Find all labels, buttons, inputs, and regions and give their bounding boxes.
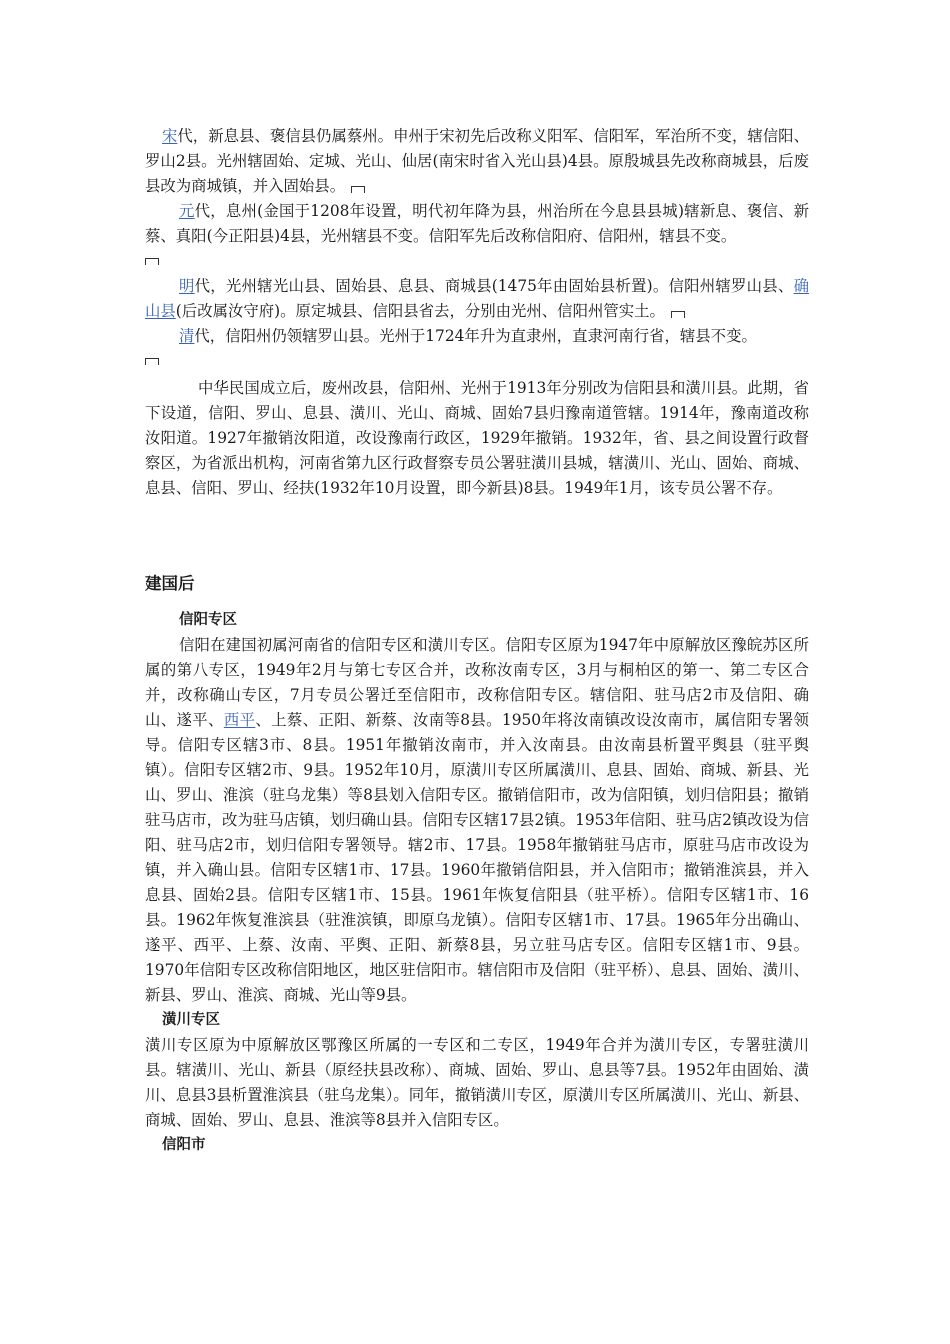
text-ming-2: (后改属汝守府)。原定城县、信阳县省去，分别由光州、信阳州管实土。: [175, 302, 665, 320]
paragraph-mark-icon: [351, 186, 365, 193]
link-yuan[interactable]: 元: [179, 202, 195, 220]
spacer: [145, 594, 809, 608]
paragraph-ming: [145, 274, 809, 324]
document-page: [145, 124, 809, 1158]
text-yuan: 代，息州(金国于1208年设置，明代初年降为县，州治所在今息县县城)辖新息、褒信、新蔡、真阳(今正阳县)4县，光州辖县不变。信阳军先后改称信阳府、信阳州，辖县不变。: [145, 202, 809, 245]
text-xinyang-1: 信阳在建国初属河南省的信阳专区和潢川专区。信阳专区原为1947年中原解放区豫皖苏区所属的第八专区，1949年2月与第七专区合并，改称汝南专区，3月与桐柏区的第一、第二专区合并，改称确山专区，7月专员公署迁至信阳市，改称信阳专区。辖信阳、驻马店2市及信阳、确山、遂平、: [145, 636, 809, 729]
paragraph-mark-icon: [145, 358, 159, 365]
link-queshan[interactable]: 确山县: [145, 277, 809, 320]
heading-huangchuan: 潢川专区: [162, 1012, 220, 1028]
paragraph-minguo: 中华民国成立后，废州改县，信阳州、光州于1913年分别改为信阳县和潢川县。此期，省下设道，信阳、罗山、息县、潢川、光山、商城、固始7县归豫南道管辖。1914年，豫南道改称汝阳道。1927年撤销汝阳道，改设豫南行政区，1929年撤销。1932年，省、县之间设置行政督察区，为省派出机构，河南省第九区行政督察专员公署驻潢川县城，辖潢川、光山、固始、商城、息县、信阳、罗山、经扶(1932年10月设置，即今新县)8县。1949年1月，该专员公署不存。: [145, 379, 809, 497]
text-qing: 代，信阳州仍领辖罗山县。光州于1724年升为直隶州，直隶河南行省，辖县不变。: [194, 327, 757, 345]
paragraph-song: [145, 124, 809, 199]
mark-line: [145, 349, 809, 374]
paragraph-mark-icon: [145, 258, 159, 265]
link-qing[interactable]: 清: [179, 327, 195, 345]
link-xiping[interactable]: 西平: [223, 711, 256, 729]
link-song[interactable]: 宋: [162, 127, 178, 145]
mark-line: [145, 249, 809, 274]
spacer: [145, 501, 809, 570]
paragraph-yuan: [145, 199, 809, 249]
text-ming-1: 代，光州辖光山县、固始县、息县、商城县(1475年由固始县析置)。信阳州辖罗山县、: [194, 277, 794, 295]
heading-xinyang-zhuanqu: 信阳专区: [179, 612, 237, 628]
heading-xinyang-shi: 信阳市: [162, 1137, 206, 1153]
paragraph-huangchuan: 潢川专区原为中原解放区鄂豫区所属的一专区和二专区，1949年合并为潢川专区，专署驻潢川县。辖潢川、光山、新县（原经扶县改称）、商城、固始、罗山、息县等7县。1952年由固始、潢川、息县3县析置淮滨县（驻乌龙集）。同年，撤销潢川专区，原潢川专区所属潢川、光山、新县、商城、固始、罗山、息县、淮滨等8县并入信阳专区。: [145, 1036, 809, 1129]
text-song: 代，新息县、褒信县仍属蔡州。申州于宋初先后改称义阳军、信阳军，军治所不变，辖信阳、罗山2县。光州辖固始、定城、光山、仙居(南宋时省入光山县)4县。原殷城县先改称商城县，后废县改为商城镇，并入固始县。: [145, 127, 809, 195]
text-xinyang-2: 、上蔡、正阳、新蔡、汝南等8县。1950年将汝南镇改设汝南市，属信阳专署领导。信阳专区辖3市、8县。1951年撤销汝南市，并入汝南县。由汝南县析置平舆县（驻平舆镇）。信阳专区辖2市、9县。1952年10月，原潢川专区所属潢川、息县、固始、商城、新县、光山、罗山、淮滨（驻乌龙集）等8县划入信阳专区。撤销信阳市，改为信阳镇，划归信阳县；撤销驻马店市，改为驻马店镇，划归确山县。信阳专区辖17县2镇。1953年信阳、驻马店2镇改设为信阳、驻马店2市，划归信阳专署领导。辖2市、17县。1958年撤销驻马店市，原驻马店市改设为镇，并入确山县。信阳专区辖1市、17县。1960年撤销信阳县，并入信阳市；撤销淮滨县，并入息县、固始2县。信阳专区辖1市、15县。1961年恢复信阳县（驻平桥）。信阳专区辖1市、16县。1962年恢复淮滨县（驻淮滨镇，即原乌龙镇）。信阳专区辖1市、17县。1965年分出确山、遂平、西平、上蔡、汝南、平舆、正阳、新蔡8县，另立驻马店专区。信阳专区辖1市、9县。1970年信阳专区改称信阳地区，地区驻信阳市。辖信阳市及信阳（驻平桥）、息县、固始、潢川、新县、罗山、淮滨、商城、光山等9县。: [145, 711, 809, 1004]
paragraph-mark-icon: [671, 311, 685, 318]
link-ming[interactable]: 明: [179, 277, 195, 295]
paragraph-xinyang-zhuanqu: [145, 633, 809, 1008]
section-title: 建国后: [145, 574, 195, 593]
paragraph-qing: [145, 324, 809, 349]
